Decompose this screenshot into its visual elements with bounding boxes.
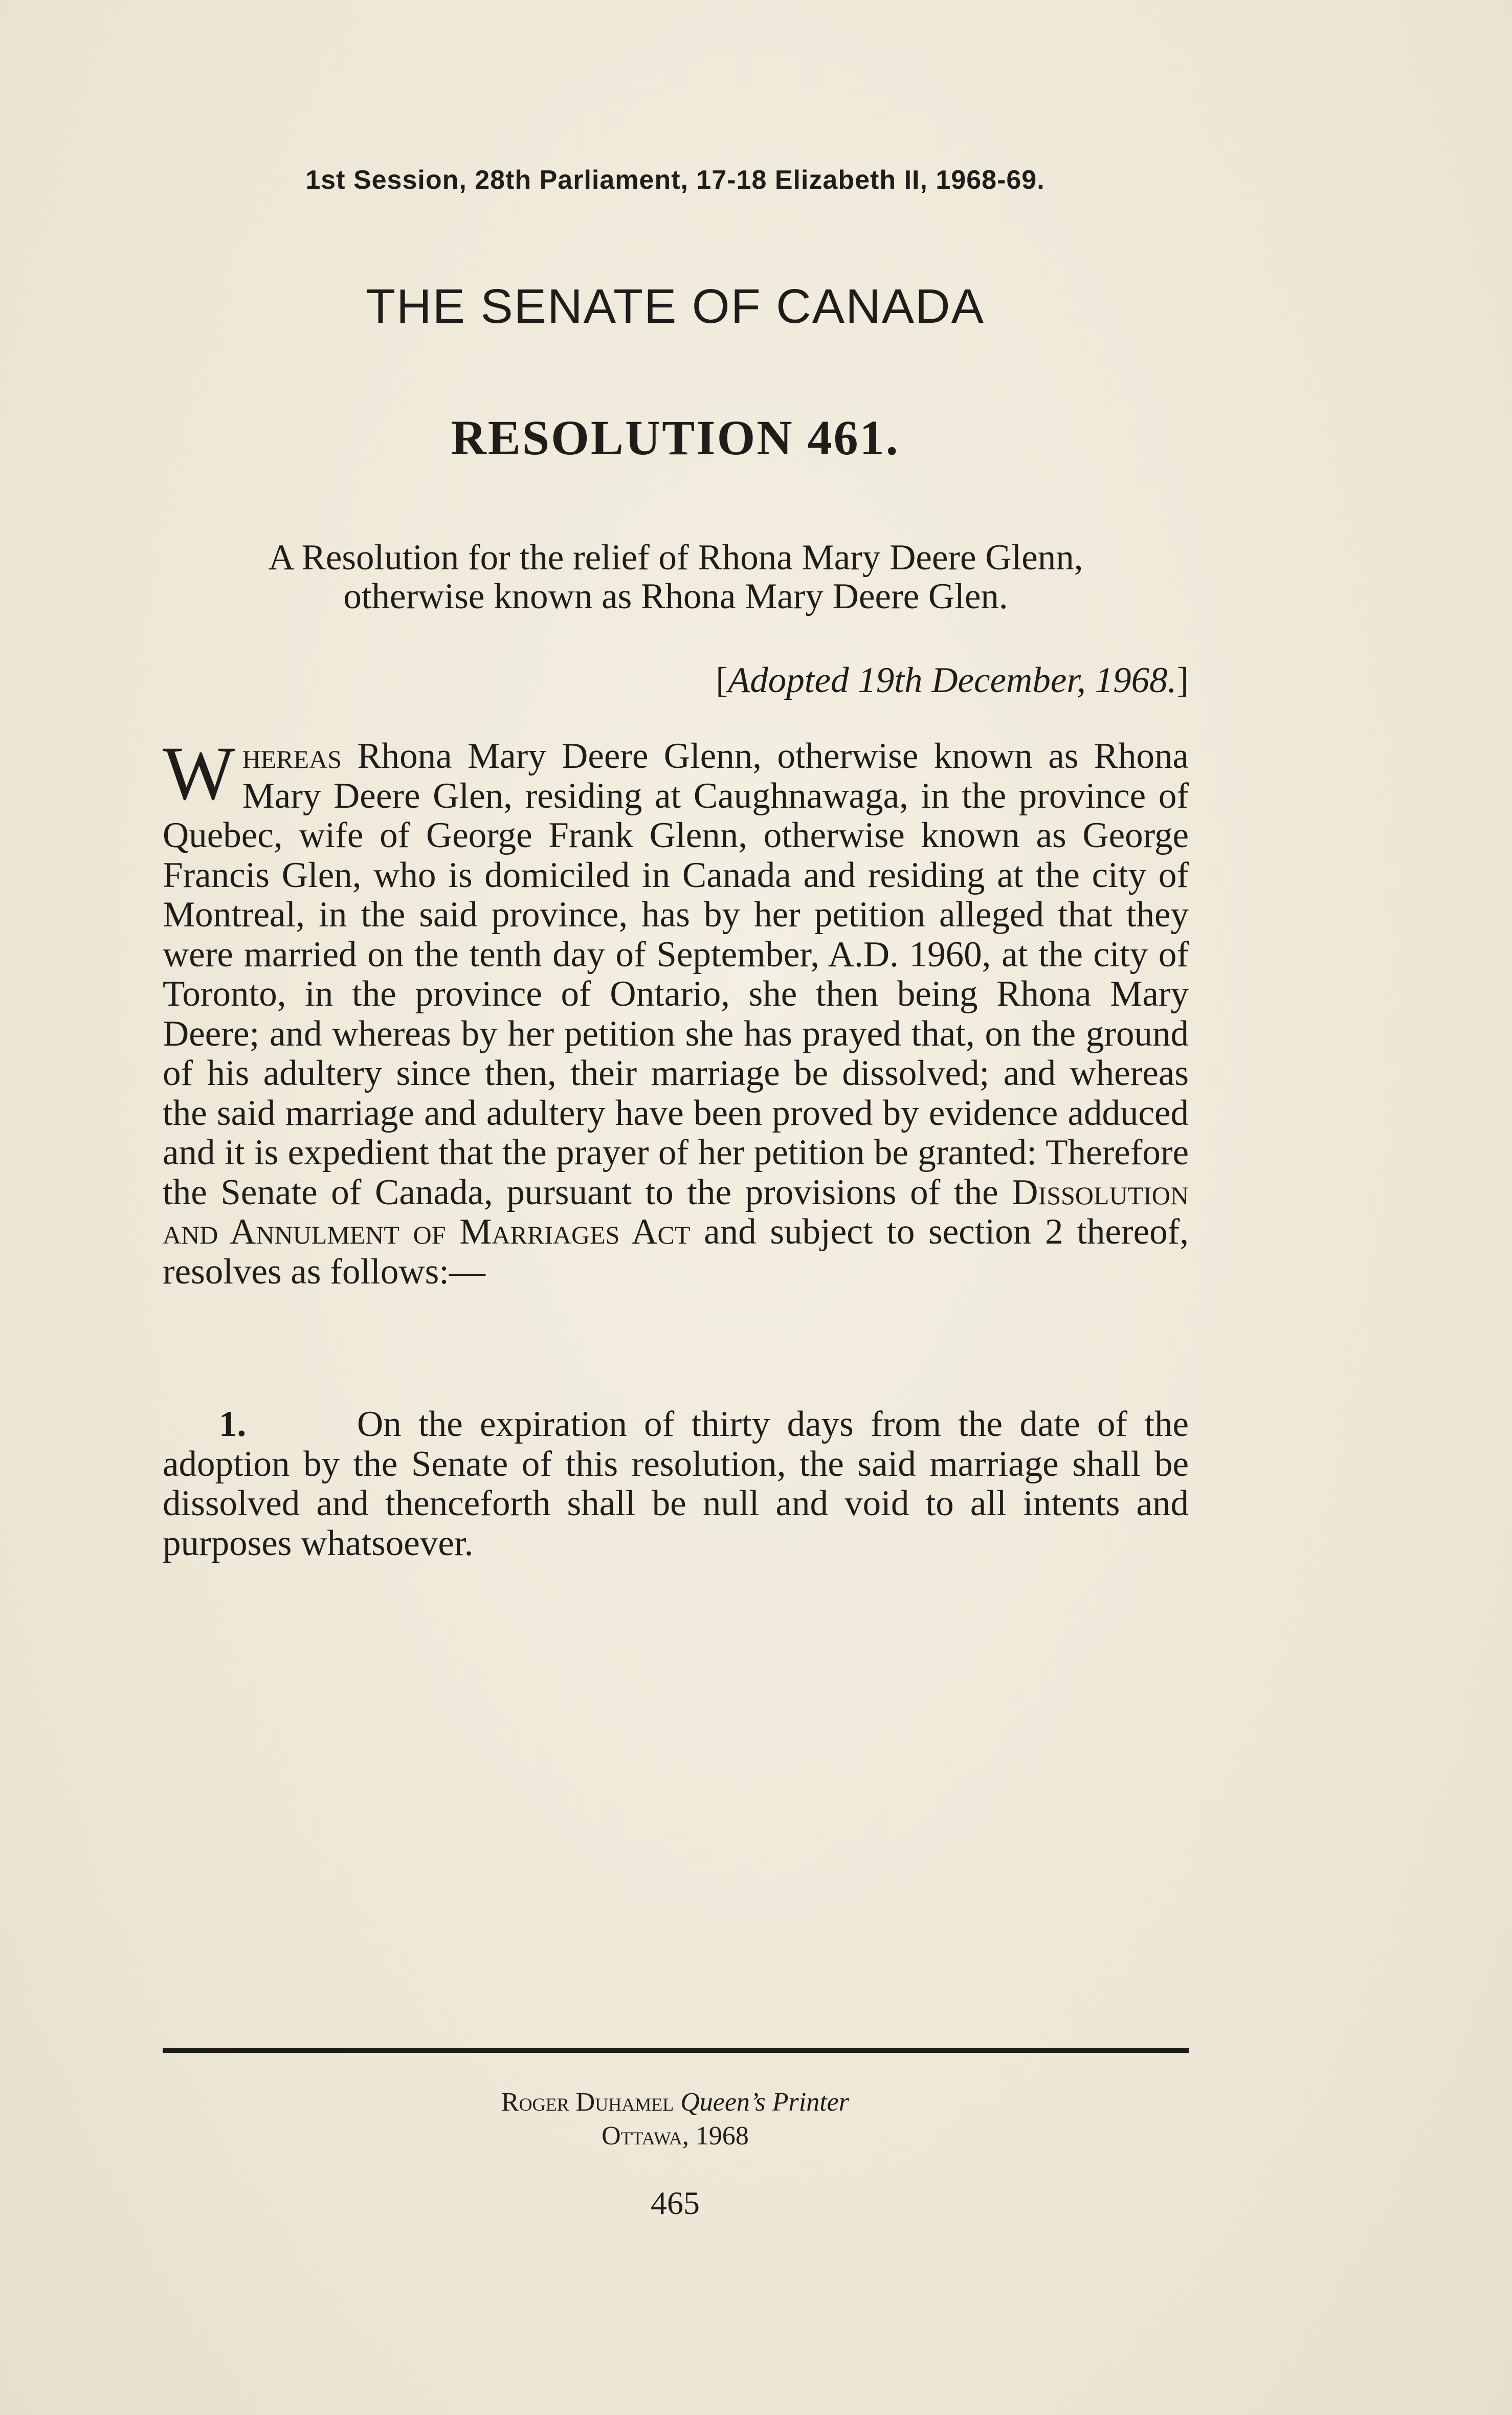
adoption-date — [163, 660, 1189, 701]
preamble-text-2: and subject to section 2 thereof, resolves as follows:— — [163, 1212, 1189, 1292]
printer-title: Queen’s Printer — [680, 2088, 849, 2117]
subtitle-line-1: A Resolution for the relief of Rhona Mary Deere Glenn, — [268, 538, 1083, 578]
preamble-paragraph — [163, 731, 1189, 1292]
print-place: Ottawa — [602, 2121, 682, 2151]
printer-name: Roger Duhamel — [501, 2088, 674, 2117]
place-line — [0, 2119, 1350, 2153]
clause-1 — [163, 1405, 1189, 1563]
senate-heading: THE SENATE OF CANADA — [365, 279, 985, 334]
footer-rule — [163, 2048, 1189, 2053]
clause-text: On the expiration of thirty days from the date of the adoption by the Senate of this resolution, the said marriage shall be dissolved and thenceforth shall be null and void to all intents and purposes whatsoever. — [163, 1404, 1189, 1563]
printer-line — [0, 2086, 1350, 2119]
resolution-title: RESOLUTION 461. — [451, 410, 900, 465]
preamble-lead-word: hereas — [242, 736, 342, 776]
resolution-subtitle — [163, 538, 1189, 616]
adopted-close-bracket: ] — [1176, 660, 1189, 700]
preamble-text-1: Rhona Mary Deere Glenn, otherwise known as Rhona Mary Deere Glen, residing at Caughnawaga, in the province of Quebec, wife of George Frank Glenn, otherwise known as George Francis Glen, who is domiciled in Canada and residing at the city of Montreal, in the said province, has by her petition alleged that they were married on the tenth day of September, A.D. 1960, at the city of Toronto, in the province of Ontario, she then being Rhona Mary Deere; and whereas by her petition she has prayed that, on the ground of his adultery since then, their marriage be dissolved; and whereas the said marriage and adultery have been proved by evidence adduced and it is expedient that the prayer of her petition be granted: Therefore the Senate of Canada, pursuant to the provisions of the — [163, 736, 1189, 1212]
act-name: Dissolution and Annulment of Marriages Act — [163, 1172, 1189, 1252]
clause-number: 1. — [219, 1404, 247, 1444]
printer-imprint — [0, 2086, 1350, 2153]
drop-cap: W — [163, 731, 235, 816]
adopted-open-bracket: [ — [716, 660, 728, 700]
subtitle-line-2: otherwise known as Rhona Mary Deere Glen. — [343, 577, 1008, 616]
session-header: 1st Session, 28th Parliament, 17-18 Elizabeth II, 1968-69. — [305, 165, 1045, 195]
adopted-text: Adopted 19th December, 1968. — [727, 660, 1177, 700]
page-number: 465 — [651, 2185, 700, 2221]
print-year: , 1968 — [682, 2121, 749, 2151]
